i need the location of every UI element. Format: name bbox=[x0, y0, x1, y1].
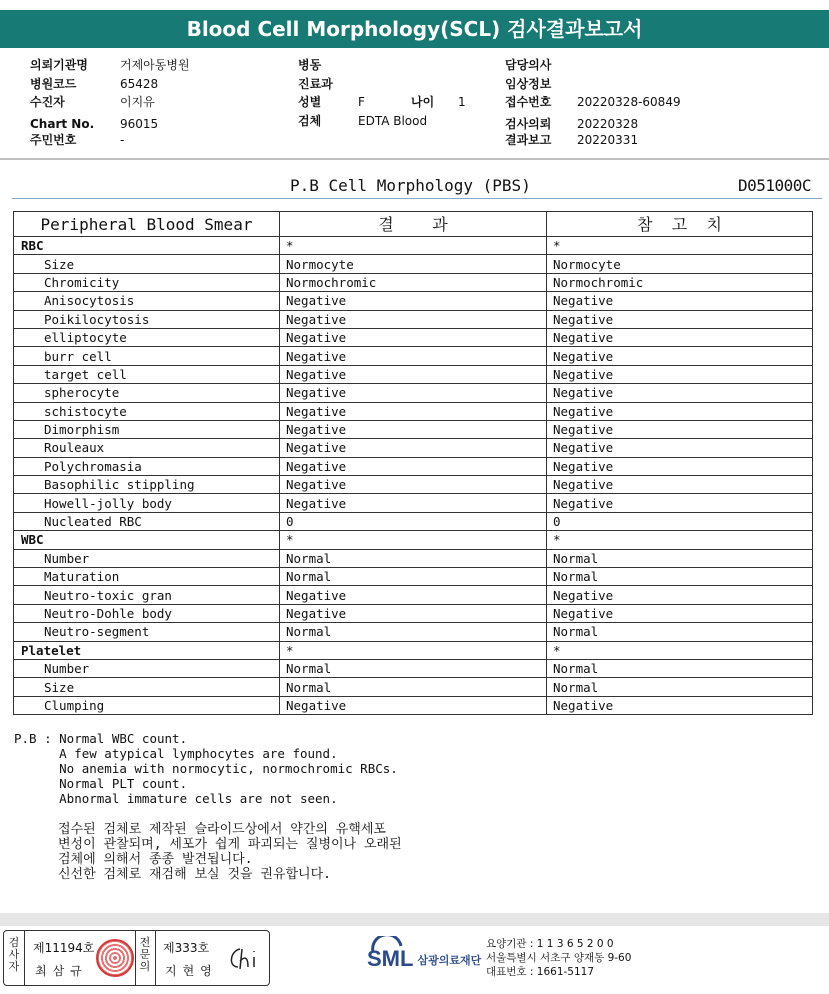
header-label: 병원코드 bbox=[30, 77, 77, 91]
table-group-row bbox=[14, 531, 813, 549]
row-result: Negative bbox=[280, 384, 547, 402]
header-smear: Peripheral Blood Smear bbox=[14, 212, 280, 237]
header-label: 의뢰기관명 bbox=[30, 58, 88, 72]
test-divider bbox=[12, 198, 822, 199]
header-value: 20220328 bbox=[577, 117, 639, 131]
table-row bbox=[14, 292, 813, 310]
header-label: 임상정보 bbox=[505, 77, 552, 91]
row-name: schistocyte bbox=[14, 402, 280, 420]
row-name: Size bbox=[14, 255, 280, 273]
notice-line: 변성이 관찰되며, 세포가 쉽게 파괴되는 질병이나 오래된 bbox=[58, 837, 402, 852]
row-name: burr cell bbox=[14, 347, 280, 365]
row-result: Negative bbox=[280, 494, 547, 512]
row-reference: Negative bbox=[547, 476, 813, 494]
table-row bbox=[14, 678, 813, 696]
row-reference: Negative bbox=[547, 328, 813, 346]
header-field bbox=[298, 56, 358, 74]
row-name: RBC bbox=[14, 237, 280, 255]
table-row bbox=[14, 604, 813, 622]
row-name: Maturation bbox=[14, 568, 280, 586]
row-result: * bbox=[280, 641, 547, 659]
row-result: Normal bbox=[280, 623, 547, 641]
header-field bbox=[298, 93, 365, 111]
row-result: Negative bbox=[280, 586, 547, 604]
pb-comment bbox=[14, 731, 398, 806]
row-result: Normal bbox=[280, 659, 547, 677]
row-reference: Negative bbox=[547, 292, 813, 310]
row-result: Negative bbox=[280, 420, 547, 438]
header-value: - bbox=[120, 133, 125, 147]
row-name: Poikilocytosis bbox=[14, 310, 280, 328]
header-value: 65428 bbox=[120, 77, 159, 91]
header-value: F bbox=[358, 95, 365, 109]
age-value: 1 bbox=[458, 95, 466, 109]
comment-line: P.B : Normal WBC count. bbox=[14, 731, 188, 746]
row-result: 0 bbox=[280, 512, 547, 530]
row-name: Chromicity bbox=[14, 273, 280, 291]
row-reference: Negative bbox=[547, 494, 813, 512]
header-label: 검체 bbox=[298, 114, 322, 128]
address-line: 대표번호 : 1661-5117 bbox=[486, 966, 595, 978]
row-name: elliptocyte bbox=[14, 328, 280, 346]
tester-license: 제11194호 bbox=[33, 941, 95, 955]
header-field bbox=[505, 56, 577, 74]
row-result: Negative bbox=[280, 439, 547, 457]
header-field bbox=[30, 75, 158, 93]
row-result: Normocyte bbox=[280, 255, 547, 273]
row-result: Negative bbox=[280, 604, 547, 622]
table-row bbox=[14, 457, 813, 475]
row-name: Neutro-toxic gran bbox=[14, 586, 280, 604]
row-reference: Negative bbox=[547, 457, 813, 475]
row-result: Negative bbox=[280, 696, 547, 714]
row-name: Polychromasia bbox=[14, 457, 280, 475]
row-reference: * bbox=[547, 531, 813, 549]
table-row bbox=[14, 659, 813, 677]
row-name: spherocyte bbox=[14, 384, 280, 402]
row-result: Negative bbox=[280, 457, 547, 475]
header-label: 진료과 bbox=[298, 77, 333, 91]
comment-line: Abnormal immature cells are not seen. bbox=[14, 791, 338, 806]
report-title: Blood Cell Morphology(SCL) 검사결과보고서 bbox=[0, 10, 829, 48]
row-name: Howell-jolly body bbox=[14, 494, 280, 512]
row-name: target cell bbox=[14, 365, 280, 383]
row-reference: Negative bbox=[547, 696, 813, 714]
header-field bbox=[30, 93, 155, 111]
row-reference: Normal bbox=[547, 549, 813, 567]
row-result: Normochromic bbox=[280, 273, 547, 291]
table-row bbox=[14, 512, 813, 530]
row-reference: Negative bbox=[547, 365, 813, 383]
address-line: 요양기관 : 1 1 3 6 5 2 0 0 bbox=[486, 938, 614, 950]
table-row bbox=[14, 328, 813, 346]
header-value: 96015 bbox=[120, 117, 159, 131]
table-row bbox=[14, 439, 813, 457]
header-label: Chart No. bbox=[30, 117, 95, 131]
header-field bbox=[298, 75, 358, 93]
age-label: 나이 bbox=[411, 95, 435, 109]
header-result: 결 과 bbox=[280, 212, 547, 237]
row-result: Normal bbox=[280, 549, 547, 567]
tester-label: 검사자 bbox=[8, 936, 20, 973]
table-row bbox=[14, 420, 813, 438]
header-label: 병동 bbox=[298, 58, 322, 72]
table-group-row bbox=[14, 641, 813, 659]
test-code: D051000C bbox=[738, 176, 812, 195]
row-reference: Negative bbox=[547, 347, 813, 365]
table-row bbox=[14, 365, 813, 383]
row-name: Clumping bbox=[14, 696, 280, 714]
row-name: Neutro-segment bbox=[14, 623, 280, 641]
table-row bbox=[14, 347, 813, 365]
row-name: Number bbox=[14, 659, 280, 677]
row-reference: Negative bbox=[547, 420, 813, 438]
table-row bbox=[14, 310, 813, 328]
header-field bbox=[30, 131, 124, 149]
header-label: 성별 bbox=[298, 95, 322, 109]
table-row bbox=[14, 255, 813, 273]
table-row bbox=[14, 549, 813, 567]
specialist-label: 전문의 bbox=[139, 936, 151, 973]
results-table bbox=[13, 211, 813, 715]
header-value: 20220328-60849 bbox=[577, 95, 681, 109]
row-name: Dimorphism bbox=[14, 420, 280, 438]
row-reference: Normocyte bbox=[547, 255, 813, 273]
table-row bbox=[14, 696, 813, 714]
table-group-row bbox=[14, 237, 813, 255]
row-name: Neutro-Dohle body bbox=[14, 604, 280, 622]
tester-name: 최삼규 bbox=[35, 964, 88, 978]
specimen-notice bbox=[58, 822, 402, 882]
table-row bbox=[14, 623, 813, 641]
row-result: * bbox=[280, 237, 547, 255]
row-reference: Negative bbox=[547, 604, 813, 622]
header-label: 검사의뢰 bbox=[505, 117, 552, 131]
comment-line: Normal PLT count. bbox=[14, 776, 188, 791]
table-row bbox=[14, 402, 813, 420]
header-field bbox=[298, 112, 427, 130]
test-name: P.B Cell Morphology (PBS) bbox=[290, 176, 531, 195]
row-result: Negative bbox=[280, 292, 547, 310]
comment-line: No anemia with normocytic, normochromic RBCs. bbox=[14, 761, 398, 776]
row-name: Platelet bbox=[14, 641, 280, 659]
notice-line: 검체에 의해서 종종 발견됩니다. bbox=[58, 852, 253, 867]
specialist-name: 지현영 bbox=[165, 964, 218, 978]
signature-box bbox=[3, 930, 270, 986]
row-reference: Normal bbox=[547, 659, 813, 677]
row-result: Negative bbox=[280, 402, 547, 420]
row-name: Nucleated RBC bbox=[14, 512, 280, 530]
row-reference: Normochromic bbox=[547, 273, 813, 291]
logo-org: 삼광의료재단 bbox=[417, 954, 482, 967]
row-name: Size bbox=[14, 678, 280, 696]
logo-brand: SML bbox=[367, 946, 414, 971]
table-row bbox=[14, 568, 813, 586]
header-field bbox=[30, 56, 190, 74]
row-reference: * bbox=[547, 641, 813, 659]
row-reference: Negative bbox=[547, 384, 813, 402]
seal-stamp-icon bbox=[96, 939, 134, 977]
header-field bbox=[505, 75, 577, 93]
row-reference: * bbox=[547, 237, 813, 255]
table-header-row bbox=[14, 212, 813, 237]
row-reference: Normal bbox=[547, 623, 813, 641]
divider bbox=[24, 931, 25, 985]
footer-band bbox=[0, 913, 829, 926]
row-name: Anisocytosis bbox=[14, 292, 280, 310]
row-reference: Normal bbox=[547, 678, 813, 696]
specialist-license: 제333호 bbox=[163, 941, 210, 955]
row-result: Negative bbox=[280, 476, 547, 494]
row-name: Number bbox=[14, 549, 280, 567]
table-row bbox=[14, 586, 813, 604]
notice-line: 신선한 검체로 재검해 보실 것을 권유합니다. bbox=[58, 867, 332, 882]
header-value: 이지유 bbox=[120, 95, 155, 109]
age-field bbox=[411, 93, 466, 111]
row-result: Negative bbox=[280, 365, 547, 383]
table-row bbox=[14, 494, 813, 512]
row-name: Basophilic stippling bbox=[14, 476, 280, 494]
row-reference: Negative bbox=[547, 439, 813, 457]
header-label: 결과보고 bbox=[505, 133, 552, 147]
header-divider bbox=[0, 158, 829, 160]
header-value: EDTA Blood bbox=[358, 114, 428, 128]
row-result: * bbox=[280, 531, 547, 549]
table-row bbox=[14, 476, 813, 494]
header-value: 20220331 bbox=[577, 133, 639, 147]
header-label: 수진자 bbox=[30, 95, 65, 109]
header-field bbox=[505, 93, 681, 111]
signature-icon bbox=[226, 945, 262, 973]
row-reference: 0 bbox=[547, 512, 813, 530]
table-row bbox=[14, 384, 813, 402]
row-result: Negative bbox=[280, 347, 547, 365]
divider bbox=[135, 931, 136, 985]
row-reference: Negative bbox=[547, 586, 813, 604]
address-line: 서울특별시 서초구 양재동 9-60 bbox=[486, 952, 632, 964]
header-label: 접수번호 bbox=[505, 95, 552, 109]
notice-line: 접수된 검체로 제작된 슬라이드상에서 약간의 유핵세포 bbox=[58, 822, 386, 837]
header-field bbox=[505, 131, 638, 149]
row-reference: Normal bbox=[547, 568, 813, 586]
row-name: WBC bbox=[14, 531, 280, 549]
divider bbox=[155, 931, 156, 985]
sml-logo bbox=[367, 936, 482, 971]
header-label: 담당의사 bbox=[505, 58, 552, 72]
row-result: Normal bbox=[280, 568, 547, 586]
row-result: Normal bbox=[280, 678, 547, 696]
row-reference: Negative bbox=[547, 310, 813, 328]
lab-address bbox=[486, 937, 631, 979]
row-result: Negative bbox=[280, 328, 547, 346]
row-name: Rouleaux bbox=[14, 439, 280, 457]
row-result: Negative bbox=[280, 310, 547, 328]
header-value: 거제아동병원 bbox=[120, 58, 190, 72]
table-row bbox=[14, 273, 813, 291]
row-reference: Negative bbox=[547, 402, 813, 420]
header-reference: 참 고 치 bbox=[547, 212, 813, 237]
comment-line: A few atypical lymphocytes are found. bbox=[14, 746, 338, 761]
header-label: 주민번호 bbox=[30, 133, 77, 147]
